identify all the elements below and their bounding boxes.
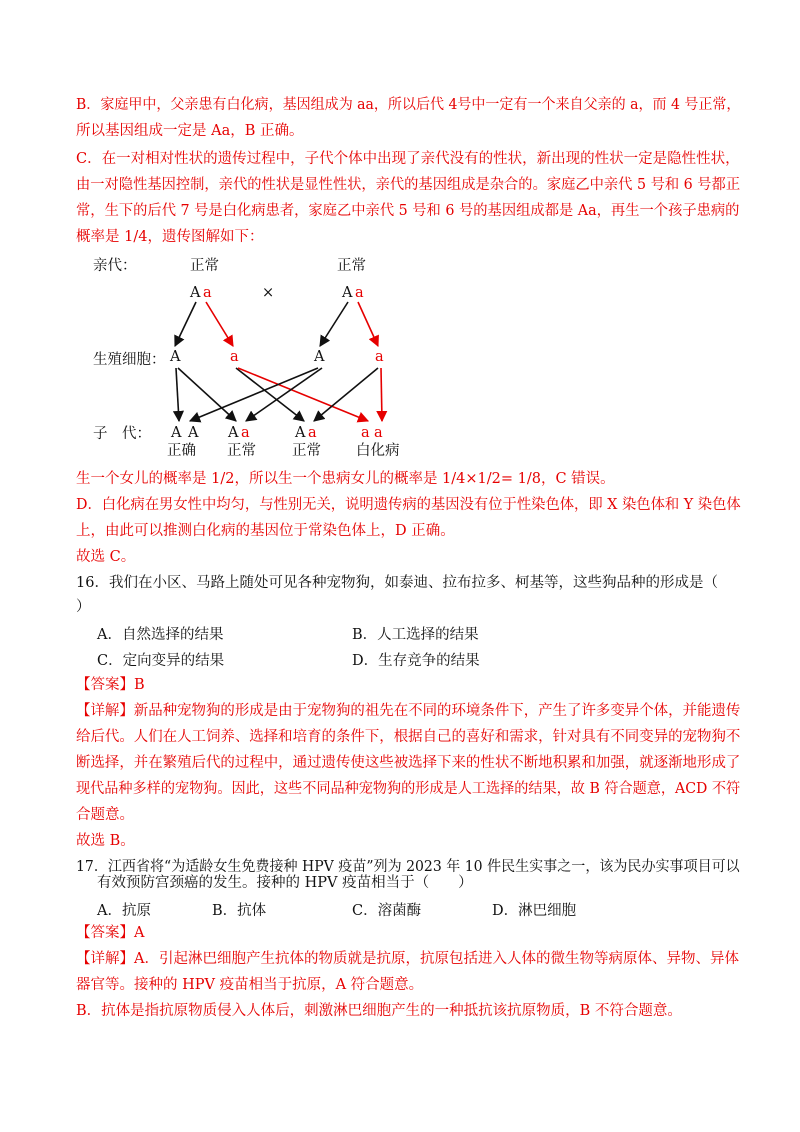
answer-16: 【答案】B	[76, 677, 145, 693]
arrow-gamete-A1-to-AA	[176, 368, 179, 421]
answer-17: 【答案】A	[76, 925, 145, 941]
text-line: 断选择，并在繁殖后代的过程中，通过遗传使这些被选择下来的性状不断地积累和加强，就逐渐地形成了	[76, 755, 741, 771]
text-line: 故选 C。	[76, 549, 136, 565]
text-line: 现代品种多样的宠物狗。因此，这些不同品种宠物狗的形成是人工选择的结果，故 B 符合题意，ACD 不符	[76, 781, 741, 797]
offspring-label: 子 代：	[93, 426, 151, 442]
offspring-1-gene-A: A	[171, 425, 182, 441]
parent-label: 亲代：	[93, 258, 137, 274]
offspring-2-phenotype: 正常	[227, 443, 256, 459]
text-line: 合题意。	[76, 807, 134, 823]
arrow-gamete-A1-to-Aa	[178, 368, 236, 421]
gamete-right-A: A	[314, 349, 325, 365]
offspring-4-phenotype: 白化病	[356, 443, 400, 459]
arrow-parent-right-to-A	[320, 302, 348, 346]
parent-left-gene-a: a	[203, 285, 212, 301]
arrow-gamete-a1-to-Aa	[236, 368, 304, 421]
parent-right-gene-a: a	[355, 285, 364, 301]
text-line: 给后代。人们在人工饲养、选择和培育的条件下，根据自己的喜好和需求，针对具有不同变异的宠物狗不	[76, 729, 741, 745]
offspring-2-gene-a: a	[241, 425, 250, 441]
q17-option-a: A．抗原	[97, 903, 151, 919]
arrow-parent-right-to-a	[358, 302, 378, 346]
parent-phenotype-left: 正常	[190, 258, 219, 274]
q16-option-c: C．定向变异的结果	[97, 653, 225, 669]
offspring-1-gene-A: A	[188, 425, 199, 441]
text-line: D．白化病在男女性中均匀，与性别无关，说明遗传病的基因没有位于性染色体，即 X 染色体和 Y 染色体	[76, 497, 741, 513]
question-17-stem: 17．江西省将“为适龄女生免费接种 HPV 疫苗”列为 2023 年 10 件民生实事之一，该为民办实事项目可以	[76, 859, 740, 875]
arrow-gamete-a2-to-Aa	[314, 368, 378, 421]
text-line: 上，由此可以推测白化病的基因位于常染色体上，D 正确。	[76, 523, 455, 539]
q17-option-b: B．抗体	[212, 903, 267, 919]
text-line: 【详解】A．引起淋巴细胞产生抗体的物质就是抗原，抗原包括进入人体的微生物等病原体、异物、异体	[76, 951, 739, 967]
q17-option-c: C．溶菌酶	[352, 903, 422, 919]
text-line: 概率是 1/4，遗传图解如下：	[76, 229, 264, 245]
q17-option-d: D．淋巴细胞	[492, 903, 577, 919]
gamete-left-a: a	[230, 349, 239, 365]
text-line: C．在一对相对性状的遗传过程中，子代个体中出现了亲代没有的性状，新出现的性状一定是隐性性状，	[76, 151, 740, 167]
arrow-parent-left-to-A	[175, 302, 196, 346]
offspring-2-gene-A: A	[228, 425, 239, 441]
question-16-stem: 16．我们在小区、马路上随处可见各种宠物狗，如泰迪、拉布拉多、柯基等，这些狗品种的形成是（	[76, 575, 718, 591]
text-line: 生一个女儿的概率是 1/2，所以生一个患病女儿的概率是 1/4×1/2= 1/8，C 错误。	[76, 471, 615, 487]
offspring-1-phenotype: 正确	[167, 443, 196, 459]
cross-symbol: ×	[262, 285, 275, 301]
parent-phenotype-right: 正常	[337, 258, 366, 274]
offspring-4-gene-a: a	[374, 425, 383, 441]
text-line: 故选 B。	[76, 833, 135, 849]
text-line: B．家庭甲中，父亲患有白化病，基因组成为 aa，所以后代 4号中一定有一个来自父亲的 a，而 4 号正常，	[76, 97, 741, 113]
offspring-3-gene-A: A	[295, 425, 306, 441]
offspring-3-gene-a: a	[308, 425, 317, 441]
q16-option-d: D．生存竞争的结果	[352, 653, 480, 669]
offspring-3-phenotype: 正常	[292, 443, 321, 459]
gamete-right-a: a	[375, 349, 384, 365]
arrow-gamete-a2-to-aa	[381, 368, 382, 421]
offspring-4-gene-a: a	[361, 425, 370, 441]
text-line: 【详解】新品种宠物狗的形成是由于宠物狗的祖先在不同的环境条件下，产生了许多变异个体，并能遗传	[76, 703, 741, 719]
question-17-stem-cont: 有效预防宫颈癌的发生。接种的 HPV 疫苗相当于（ ）	[97, 875, 473, 891]
question-16-stem-end: ）	[76, 599, 91, 615]
parent-left-gene-A: A	[190, 285, 201, 301]
text-line: 所以基因组成一定是 Aa，B 正确。	[76, 123, 304, 139]
text-line: 由一对隐性基因控制，亲代的性状是显性性状，亲代的基因组成是杂合的。家庭乙中亲代 5 号和 6 号都正	[76, 177, 741, 193]
text-line: 器官等。接种的 HPV 疫苗相当于抗原，A 符合题意。	[76, 977, 424, 993]
q16-option-a: A．自然选择的结果	[97, 627, 224, 643]
gamete-left-A: A	[170, 349, 181, 365]
text-line: B．抗体是指抗原物质侵入人体后，刺激淋巴细胞产生的一种抵抗该抗原物质，B 不符合题意。	[76, 1003, 682, 1019]
arrow-parent-left-to-a	[206, 302, 233, 346]
text-line: 常，生下的后代 7 号是白化病患者，家庭乙中亲代 5 号和 6 号的基因组成都是 Aa，再生一个孩子患病的	[76, 203, 740, 219]
q16-option-b: B．人工选择的结果	[352, 627, 479, 643]
arrow-gamete-A2-to-AA	[190, 368, 318, 421]
gamete-label: 生殖细胞：	[93, 352, 166, 368]
parent-right-gene-A: A	[342, 285, 353, 301]
